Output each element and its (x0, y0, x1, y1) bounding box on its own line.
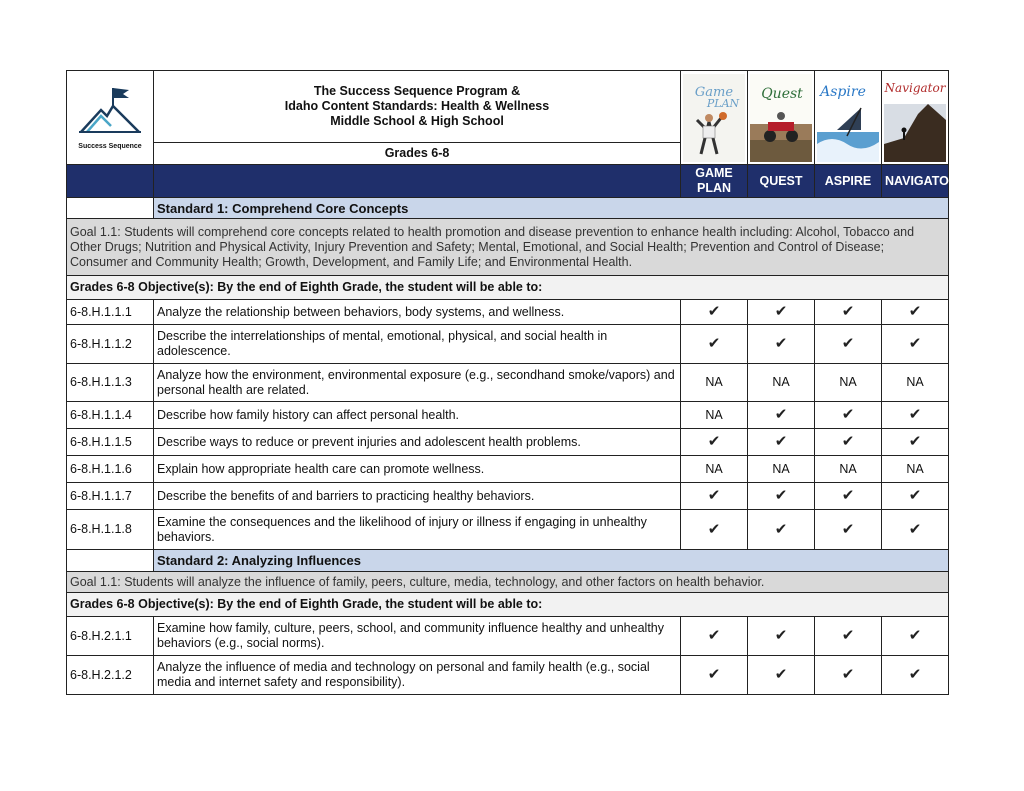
check-icon (815, 300, 882, 325)
cover-navigator (882, 71, 949, 165)
checkmark-icon: ✔ (908, 487, 922, 504)
check-icon (748, 617, 815, 656)
windsurfer-cover-icon (817, 74, 879, 162)
na-mark (882, 364, 949, 402)
objective-heading: Grades 6-8 Objective(s): By the end of Eighth Grade, the student will be able to: (67, 276, 949, 300)
check-icon (681, 656, 748, 695)
check-icon (681, 429, 748, 456)
standard-description: Analyze how the environment, environmental exposure (e.g., secondhand smoke/vapors) and personal health are related. (154, 364, 681, 402)
objective-row (67, 593, 949, 617)
standard-code: 6-8.H.1.1.7 (67, 483, 154, 510)
checkmark-icon: ✔ (908, 627, 922, 644)
check-icon (748, 300, 815, 325)
table-row (67, 325, 949, 364)
na-label: NA (772, 375, 790, 389)
standard-code: 6-8.H.1.1.1 (67, 300, 154, 325)
check-icon (748, 510, 815, 550)
checkmark-icon: ✔ (774, 406, 788, 423)
goal-row (67, 219, 949, 276)
cover-game-plan (681, 71, 748, 165)
goal-text: Goal 1.1: Students will comprehend core concepts related to health promotion and disease prevention to enhance health including: Alcohol, Tobacco and Other Drugs; Nutrition and Physical Activity, Injury Prevention and Safety; Mental, Emotional, and Social Health; Prevention and Control of Disease; Consumer and Community Health; Growth, Development, and Family Life; and Environmental Health. (67, 219, 949, 276)
basketball-player-cover-icon (683, 74, 745, 162)
cover-quest (748, 71, 815, 165)
checkmark-icon: ✔ (908, 303, 922, 320)
svg-text:Navigator: Navigator (884, 80, 946, 95)
na-mark (882, 456, 949, 483)
blank-header-cell (154, 165, 681, 198)
standard-title: Standard 1: Comprehend Core Concepts (154, 198, 949, 219)
standard-row (67, 550, 949, 572)
table-row (67, 402, 949, 429)
checkmark-icon: ✔ (908, 666, 922, 683)
title-line-2: Idaho Content Standards: Health & Wellness (284, 99, 550, 113)
standard-code: 6-8.H.2.1.2 (67, 656, 154, 695)
standard-description: Describe ways to reduce or prevent injuries and adolescent health problems. (154, 429, 681, 456)
title-line-3: Middle School & High School (330, 114, 504, 128)
checkmark-icon: ✔ (707, 303, 721, 320)
check-icon (882, 656, 949, 695)
check-icon (681, 510, 748, 550)
hiker-silhouette-cover-icon (884, 74, 946, 162)
check-icon (882, 429, 949, 456)
na-label: NA (906, 375, 924, 389)
check-icon (882, 300, 949, 325)
table-row (67, 429, 949, 456)
checkmark-icon: ✔ (774, 520, 788, 538)
na-mark (681, 402, 748, 429)
col-navigator: NAVIGATOR (882, 165, 949, 198)
page-title (154, 71, 681, 143)
standard-code: 6-8.H.1.1.5 (67, 429, 154, 456)
standard-description: Describe the interrelationships of mental, emotional, physical, and social health in adolescence. (154, 325, 681, 364)
standard-description: Explain how appropriate health care can promote wellness. (154, 456, 681, 483)
goal-row (67, 572, 949, 593)
table-row (67, 656, 949, 695)
table-row (67, 456, 949, 483)
check-icon (815, 325, 882, 364)
checkmark-icon: ✔ (841, 303, 855, 320)
check-icon (882, 510, 949, 550)
checkmark-icon: ✔ (774, 335, 788, 352)
logo-text: Success Sequence (78, 142, 142, 150)
title-line-1: The Success Sequence Program & (313, 84, 521, 98)
table-row (67, 300, 949, 325)
goal-text: Goal 1.1: Students will analyze the influence of family, peers, culture, media, technology, and other factors on health behavior. (67, 572, 949, 593)
standard-code: 6-8.H.1.1.6 (67, 456, 154, 483)
check-icon (815, 656, 882, 695)
table-row (67, 510, 949, 550)
checkmark-icon: ✔ (841, 520, 855, 538)
standard-code: 6-8.H.1.1.4 (67, 402, 154, 429)
check-icon (748, 325, 815, 364)
check-icon (748, 483, 815, 510)
checkmark-icon: ✔ (774, 627, 788, 644)
checkmark-icon: ✔ (707, 520, 721, 538)
standard-code: 6-8.H.1.1.8 (67, 510, 154, 550)
na-mark (681, 364, 748, 402)
blank-header-cell (67, 165, 154, 198)
col-game-plan: GAME PLAN (681, 165, 748, 198)
objective-heading: Grades 6-8 Objective(s): By the end of Eighth Grade, the student will be able to: (67, 593, 949, 617)
standard-description: Describe how family history can affect personal health. (154, 402, 681, 429)
checkmark-icon: ✔ (707, 627, 721, 644)
blank-cell (67, 198, 154, 219)
checkmark-icon: ✔ (908, 335, 922, 352)
standard-code: 6-8.H.2.1.1 (67, 617, 154, 656)
standard-description: Analyze the influence of media and technology on personal and family health (e.g., social media and internet safety and responsibility). (154, 656, 681, 695)
standards-table (66, 70, 958, 695)
checkmark-icon: ✔ (707, 666, 721, 683)
logo (67, 71, 154, 165)
column-header-row (67, 165, 949, 198)
na-mark (681, 456, 748, 483)
check-icon (815, 510, 882, 550)
check-icon (882, 483, 949, 510)
na-mark (815, 456, 882, 483)
checkmark-icon: ✔ (841, 335, 855, 352)
svg-text:PLAN: PLAN (706, 96, 740, 110)
check-icon (748, 402, 815, 429)
standard-description: Analyze the relationship between behaviors, body systems, and wellness. (154, 300, 681, 325)
check-icon (815, 617, 882, 656)
checkmark-icon: ✔ (774, 303, 788, 320)
checkmark-icon: ✔ (774, 487, 788, 504)
standard-description: Examine the consequences and the likelihood of injury or illness if engaging in unhealthy behaviors. (154, 510, 681, 550)
check-icon (748, 656, 815, 695)
standard-title: Standard 2: Analyzing Influences (154, 550, 949, 572)
na-label: NA (906, 461, 924, 476)
check-icon (681, 617, 748, 656)
standard-description: Describe the benefits of and barriers to practicing healthy behaviors. (154, 483, 681, 510)
svg-text:Quest: Quest (761, 85, 803, 102)
atv-rider-cover-icon (750, 74, 812, 162)
svg-text:Game: Game (694, 84, 734, 100)
na-label: NA (772, 461, 790, 476)
check-icon (815, 483, 882, 510)
na-label: NA (839, 375, 857, 389)
blank-cell (67, 550, 154, 572)
mountain-flag-icon (77, 82, 143, 134)
check-icon (882, 402, 949, 429)
table-row (67, 364, 949, 402)
table-row (67, 483, 949, 510)
standard-code: 6-8.H.1.1.3 (67, 364, 154, 402)
col-quest: QUEST (748, 165, 815, 198)
na-label: NA (839, 461, 857, 476)
na-label: NA (705, 461, 723, 476)
checkmark-icon: ✔ (774, 666, 788, 683)
grades-heading: Grades 6-8 (154, 143, 681, 165)
check-icon (815, 429, 882, 456)
objective-row (67, 276, 949, 300)
check-icon (815, 402, 882, 429)
standard-row (67, 198, 949, 219)
checkmark-icon: ✔ (707, 433, 721, 450)
checkmark-icon: ✔ (707, 487, 721, 504)
checkmark-icon: ✔ (908, 520, 922, 538)
check-icon (882, 617, 949, 656)
na-mark (815, 364, 882, 402)
checkmark-icon: ✔ (841, 487, 855, 504)
check-icon (681, 300, 748, 325)
svg-text:Aspire: Aspire (820, 83, 866, 100)
check-icon (882, 325, 949, 364)
cover-aspire (815, 71, 882, 165)
na-label: NA (705, 375, 723, 389)
checkmark-icon: ✔ (841, 433, 855, 450)
na-mark (748, 456, 815, 483)
na-label: NA (705, 407, 723, 422)
check-icon (748, 429, 815, 456)
check-icon (681, 483, 748, 510)
standard-description: Examine how family, culture, peers, school, and community influence healthy and unhealthy behaviors (e.g., social norms). (154, 617, 681, 656)
standard-code: 6-8.H.1.1.2 (67, 325, 154, 364)
checkmark-icon: ✔ (841, 666, 855, 683)
checkmark-icon: ✔ (841, 406, 855, 423)
checkmark-icon: ✔ (707, 335, 721, 352)
check-icon (681, 325, 748, 364)
checkmark-icon: ✔ (908, 406, 922, 423)
table-row (67, 617, 949, 656)
na-mark (748, 364, 815, 402)
checkmark-icon: ✔ (774, 433, 788, 450)
checkmark-icon: ✔ (908, 433, 922, 450)
checkmark-icon: ✔ (841, 627, 855, 644)
col-aspire: ASPIRE (815, 165, 882, 198)
